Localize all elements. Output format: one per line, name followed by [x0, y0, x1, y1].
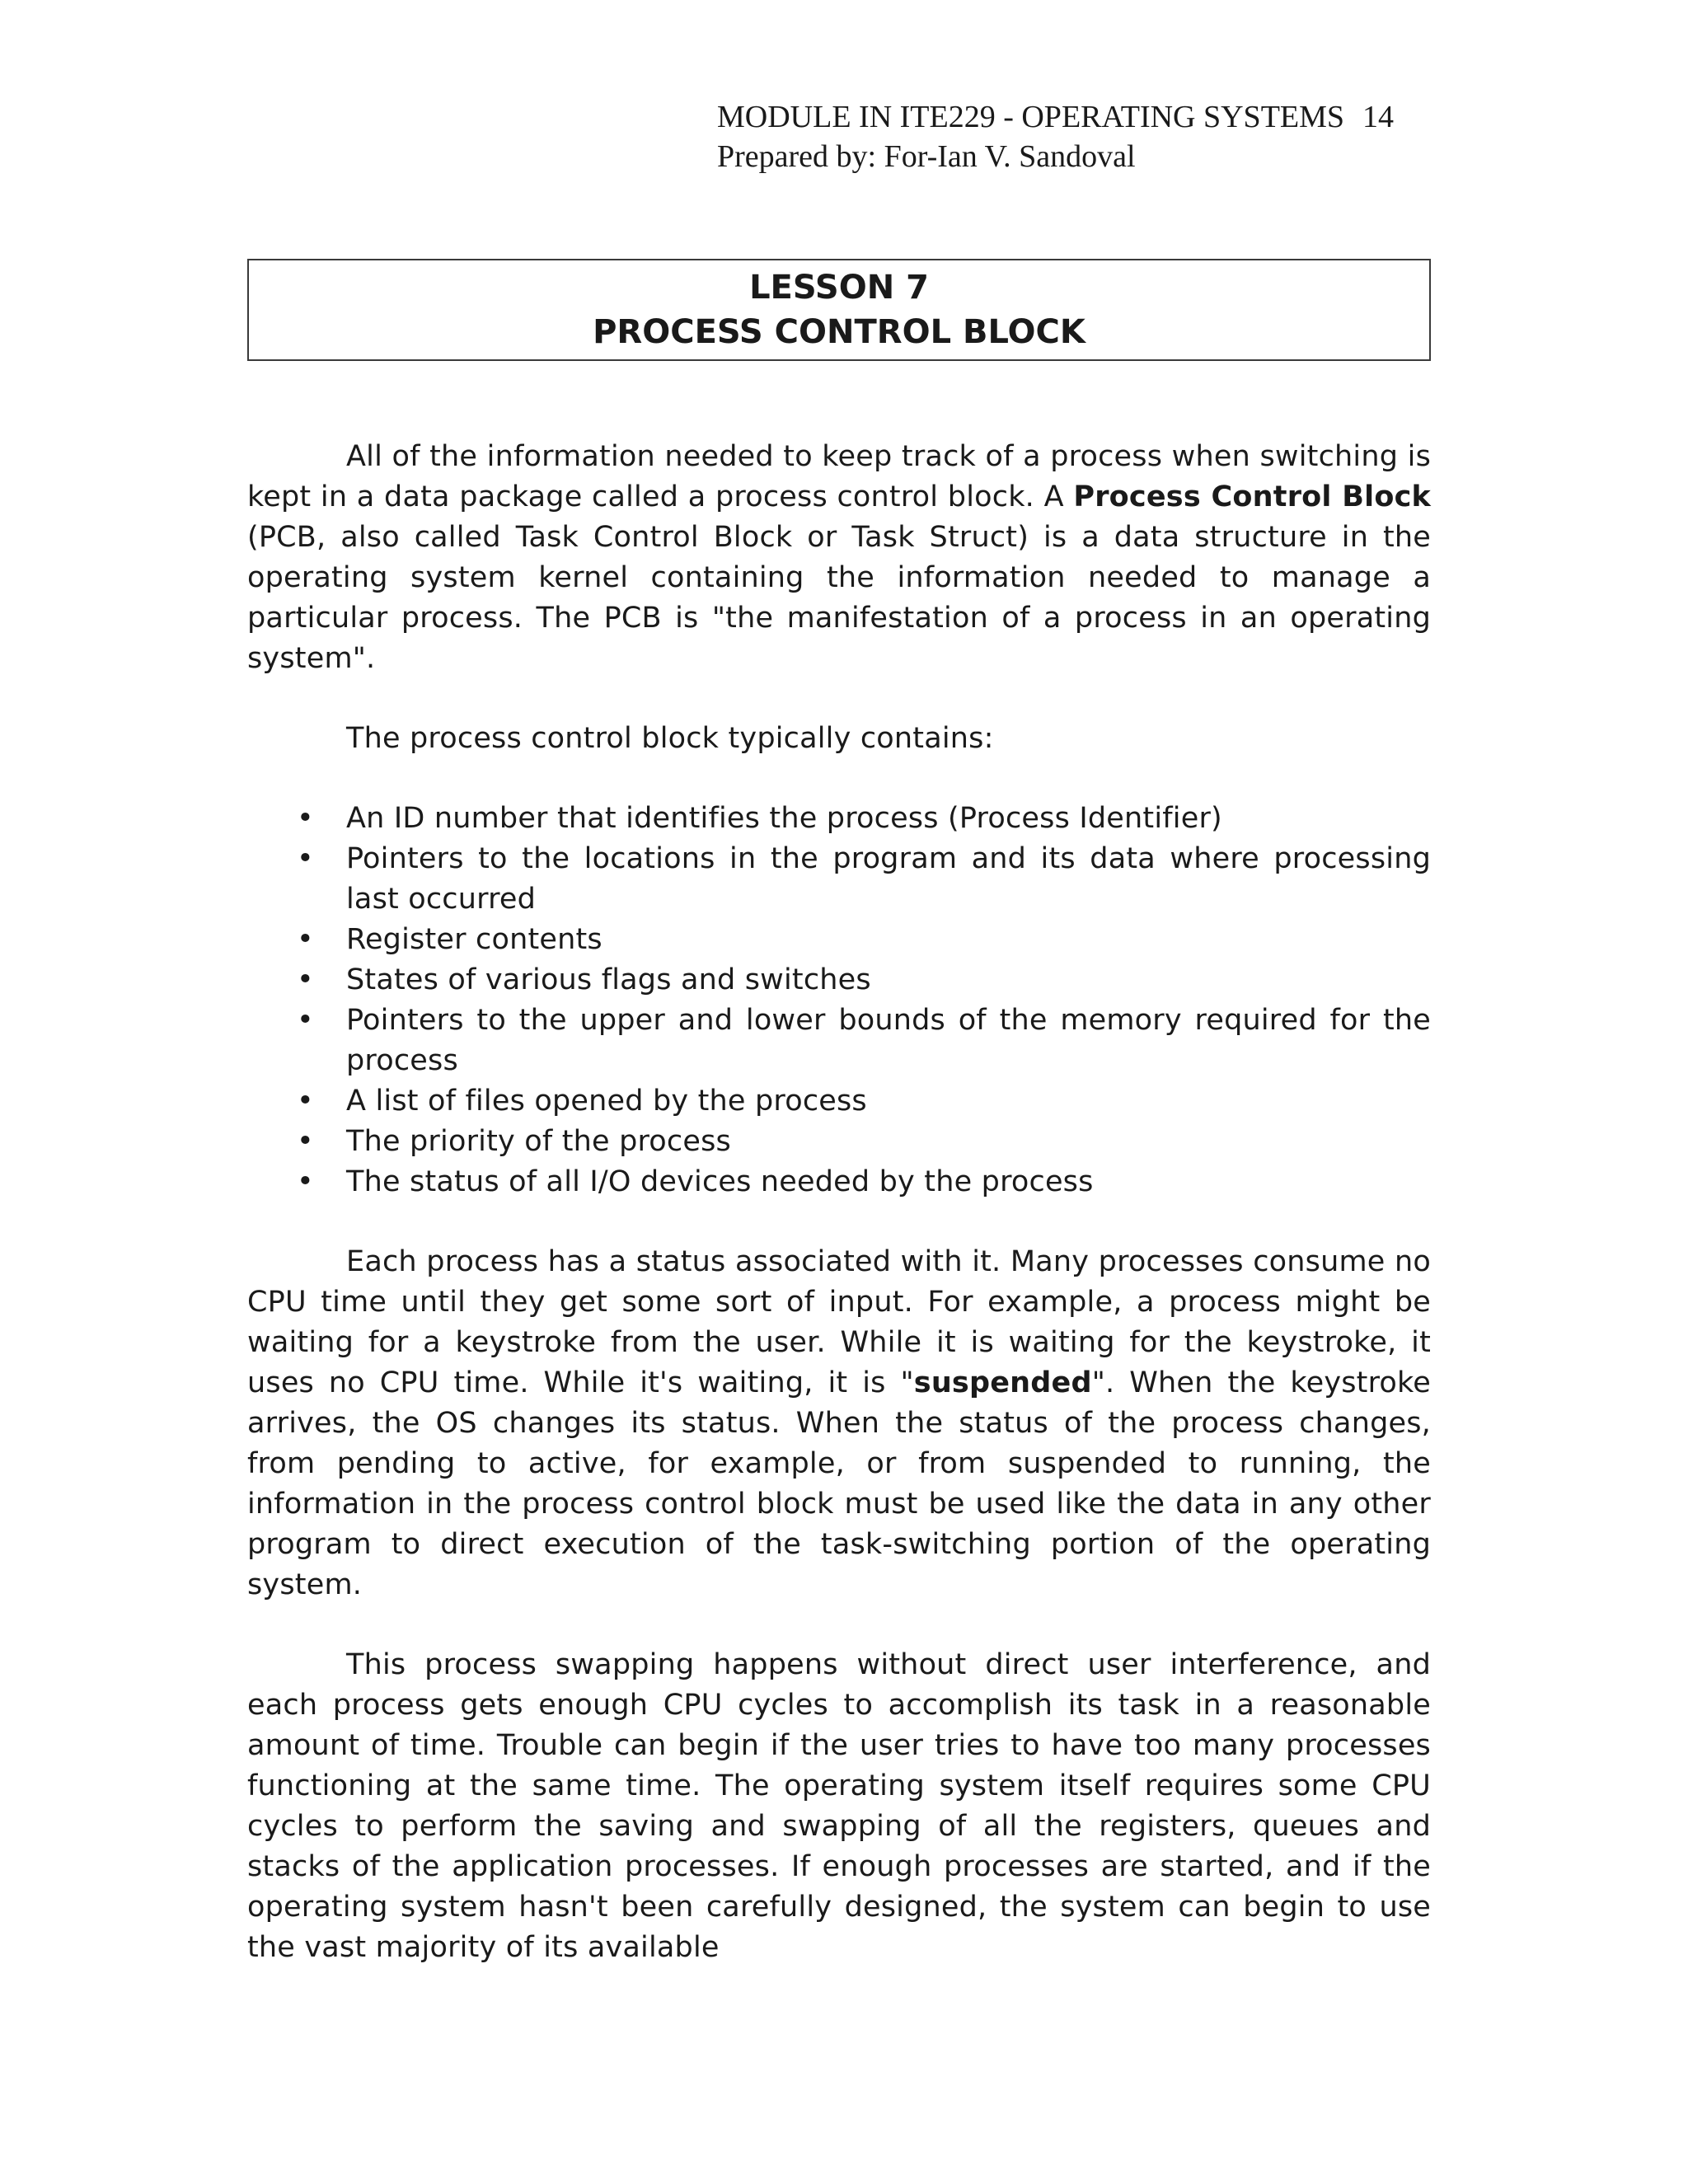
- list-intro: The process control block typically contains:: [346, 722, 994, 755]
- pcb-contents-list: [247, 799, 1431, 1202]
- list-item-text: Register contents: [346, 923, 603, 956]
- page-header: [717, 97, 1442, 176]
- list-item-text: A list of files opened by the process: [346, 1085, 867, 1118]
- list-item-text: The status of all I/O devices needed by the process: [346, 1165, 1094, 1198]
- lesson-title-box: [247, 259, 1431, 361]
- bullet-icon: •: [297, 1125, 314, 1158]
- bullet-icon: •: [297, 802, 314, 835]
- lesson-number: LESSON 7: [749, 269, 929, 307]
- bullet-icon: •: [297, 1004, 314, 1037]
- paragraph-pcb-definition: [247, 437, 1431, 679]
- list-item: [247, 1081, 1431, 1122]
- lesson-content: [247, 437, 1431, 1968]
- bullet-icon: •: [297, 842, 314, 875]
- list-item: [247, 839, 1431, 920]
- list-item-text: The priority of the process: [346, 1125, 731, 1158]
- paragraph-text: (PCB, also called Task Control Block or Task Struct) is a data structure in the operating system kernel containing the information needed to manage a particular process. The PCB is "the manifestation of a process in an operating system".: [247, 521, 1431, 675]
- lesson-title: PROCESS CONTROL BLOCK: [593, 313, 1085, 351]
- paragraph-process-swapping: This process swapping happens without direct user interference, and each process gets enough CPU cycles to accomplish its task in a reasonable amount of time. Trouble can begin if the user tries to have too many processes functioning at the same time. The operating system itself requires some CPU cycles to perform the saving and swapping of all the registers, queues and stacks of the application processes. If enough processes are started, and if the operating system hasn't been carefully designed, the system can begin to use the vast majority of its available: [247, 1648, 1431, 1964]
- list-item: [247, 1162, 1431, 1202]
- bullet-icon: •: [297, 1165, 314, 1198]
- bullet-icon: •: [297, 923, 314, 956]
- bullet-icon: •: [297, 1085, 314, 1118]
- module-title: MODULE IN ITE229 - OPERATING SYSTEMS: [717, 100, 1345, 134]
- paragraph-text: Each process has a status associated with it. Many processes consume no CPU time until they get some sort of input. For example, a process might be waiting for a keystroke from the user. While it is waiting for the keystroke, it uses no CPU time. While it's waiting, it is ": [247, 1245, 1431, 1399]
- term-process-control-block: Process Control Block: [1073, 480, 1431, 513]
- list-item: [247, 1001, 1431, 1081]
- paragraph-text: All of the information needed to keep track of a process when switching is kept in a data package called a process control block. A: [247, 440, 1431, 513]
- term-suspended: suspended: [913, 1366, 1092, 1399]
- prepared-by: Prepared by: For-Ian V. Sandoval: [717, 139, 1136, 174]
- list-item: [247, 920, 1431, 960]
- paragraph-text: ". When the keystroke arrives, the OS changes its status. When the status of the process changes, from pending to active, for example, or from suspended to running, the information in the process control block must be used like the data in any other program to direct execution of the task-switching portion of the operating system.: [247, 1366, 1431, 1601]
- list-item-text: An ID number that identifies the process (Process Identifier): [346, 802, 1222, 835]
- list-item: [247, 960, 1431, 1001]
- list-item: [247, 799, 1431, 839]
- list-item-text: Pointers to the locations in the program and its data where processing last occurred: [346, 842, 1431, 916]
- list-item-text: States of various flags and switches: [346, 963, 871, 996]
- paragraph-process-status: [247, 1242, 1431, 1605]
- page-number: 14: [1362, 100, 1395, 134]
- list-item-text: Pointers to the upper and lower bounds of the memory required for the process: [346, 1004, 1431, 1077]
- header-line: [717, 97, 1442, 137]
- bullet-icon: •: [297, 963, 314, 996]
- list-item: [247, 1122, 1431, 1162]
